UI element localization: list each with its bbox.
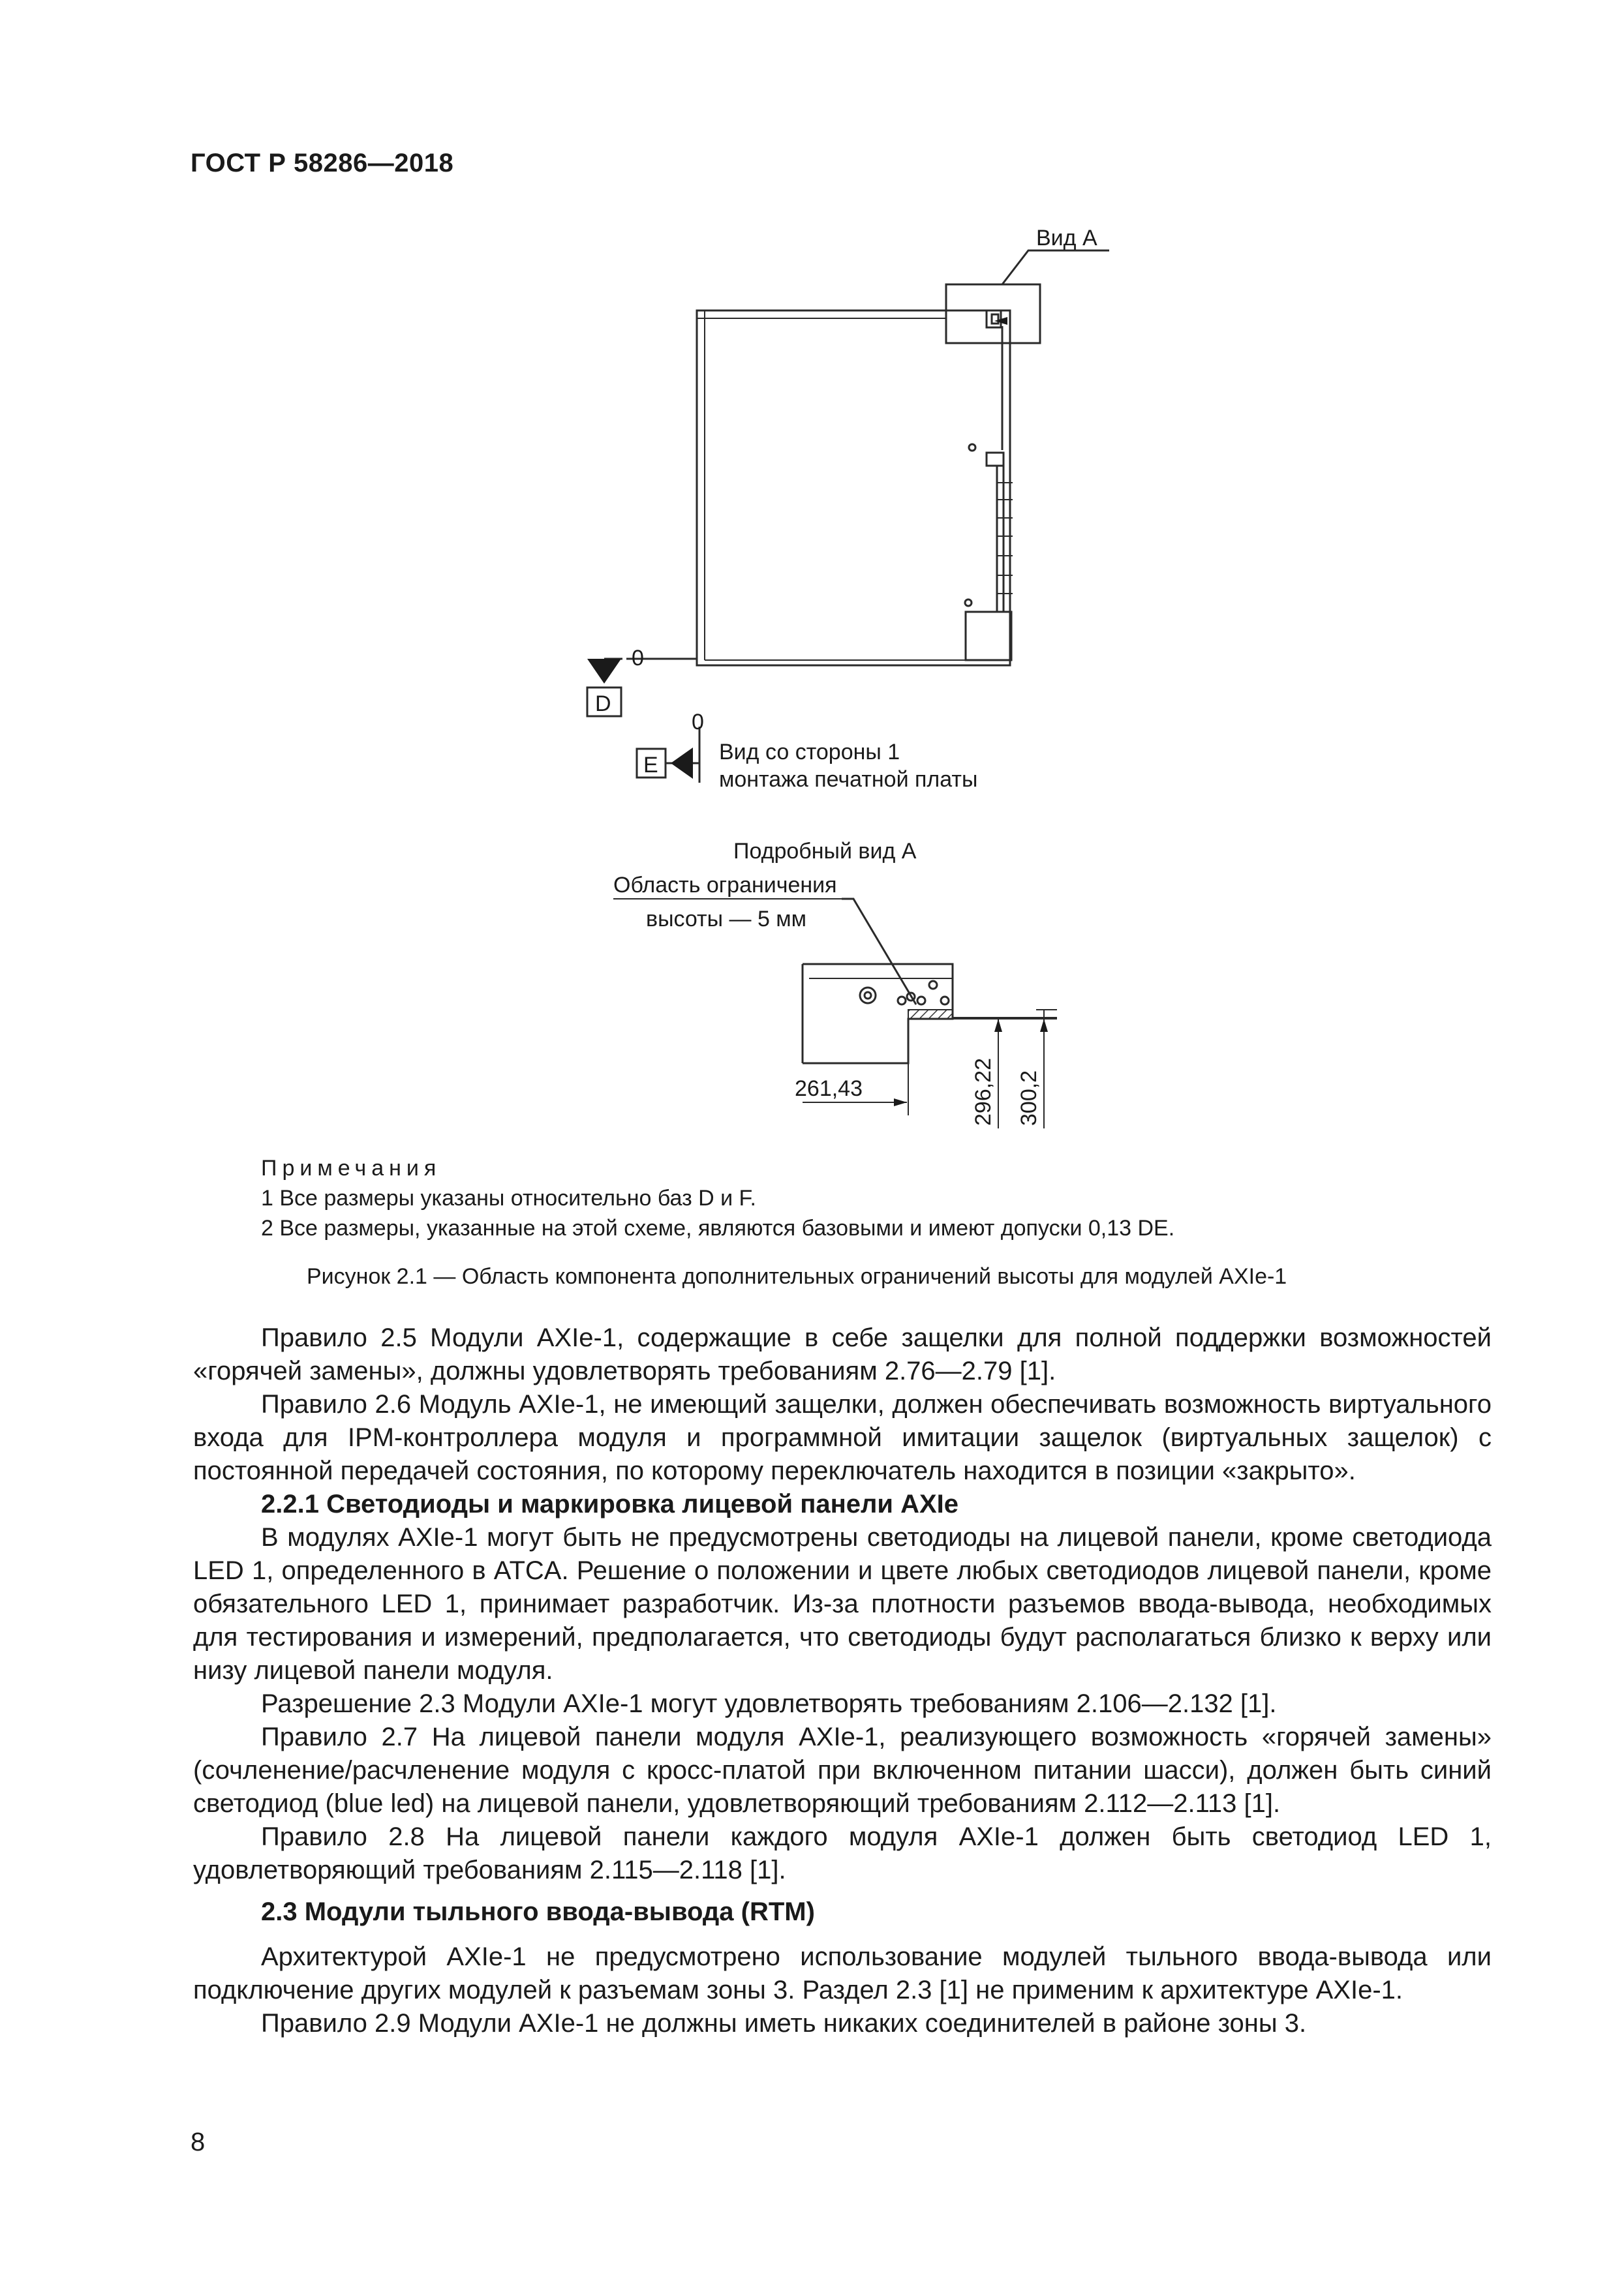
note-1: 1 Все размеры указаны относительно баз D и F. [261, 1186, 757, 1211]
document-code-header: ГОСТ Р 58286—2018 [191, 149, 454, 177]
figure-notes [261, 1153, 1174, 1243]
heading-2-2-1: 2.2.1 Светодиоды и маркировка лицевой панели AXIe [261, 1490, 959, 1518]
page-number: 8 [191, 2128, 206, 2156]
dim-horizontal: 261,43 [795, 1076, 863, 1101]
rule-2-6: Правило 2.6 Модуль AXIe-1, не имеющий защелки, должен обеспечивать возможность виртуального входа для IPM-контроллера модуля и программной имитации защелок (виртуальных защелок) с постоянной передачей состояния, по которому переключатель находится в позиции «закрыто». [193, 1390, 1492, 1485]
rule-2-9: Правило 2.9 Модули AXIe-1 не должны иметь никаких соединителей в районе зоны 3. [261, 2009, 1307, 2038]
zero-y-label: 0 [692, 710, 704, 734]
datum-d-label: D [595, 691, 611, 716]
heading-2-3: 2.3 Модули тыльного ввода-вывода (RTM) [261, 1897, 815, 1926]
note-2: 2 Все размеры, указанные на этой схеме, являются базовыми и имеют допуски 0,13 DE. [261, 1216, 1175, 1241]
detail-title: Подробный вид А [733, 839, 917, 864]
rule-2-7: Правило 2.7 На лицевой панели модуля AXIe-1, реализующего возможность «горячей замены» (сочленение/расчленение модуля с кросс-платой при включенном питании шасси), должен быть синий светодиод (blue led) на лицевой панели, удовлетворяющий требованиям 2.112—2.113 [1]. [193, 1723, 1492, 1818]
view-a-label: Вид А [1036, 226, 1097, 250]
side-view-line1: Вид со стороны 1 [719, 740, 900, 764]
dim-vertical-2: 300,2 [1017, 1070, 1041, 1126]
rtm-paragraph: Архитектурой AXIe-1 не предусмотрено использование модулей тыльного ввода-вывода или подключение других модулей к разъемам зоны 3. Раздел 2.3 [1] не применим к архитектуре AXIe-1. [193, 1942, 1492, 2004]
board-outline [697, 310, 1010, 665]
height-restriction-area [908, 1010, 953, 1019]
zero-x-label: 0 [632, 646, 644, 671]
dim-vertical-1: 296,22 [971, 1058, 996, 1126]
permission-2-3: Разрешение 2.3 Модули AXIe-1 могут удовлетворять требованиям 2.106—2.132 [1]. [261, 1689, 1277, 1718]
figure-caption: Рисунок 2.1 — Область компонента дополнительных ограничений высоты для модулей AXIe-1 [307, 1264, 1287, 1289]
section-2-3-text [193, 1896, 1492, 2040]
rule-2-8: Правило 2.8 На лицевой панели каждого модуля AXIe-1 должен быть светодиод LED 1, удовлетворяющий требованиям 2.115—2.118 [1]. [193, 1822, 1492, 1884]
rule-2-5: Правило 2.5 Модули AXIe-1, содержащие в себе защелки для полной поддержки возможностей «горячей замены», должны удовлетворять требованиям 2.76—2.79 [1]. [193, 1323, 1492, 1385]
datum-e-label: E [643, 753, 658, 778]
area-label-line2: высоты — 5 мм [646, 907, 807, 931]
notes-heading: Примечания [261, 1156, 442, 1181]
section-2-2-text [193, 1322, 1492, 1887]
side-view-line2: монтажа печатной платы [719, 767, 978, 792]
area-label-line1: Область ограничения [613, 873, 837, 898]
led-paragraph: В модулях AXIe-1 могут быть не предусмотрены светодиоды на лицевой панели, кроме светодиода LED 1, определенного в ATCA. Решение о положении и цвете любых светодиодов лицевой панели, кроме обязательного LED 1, принимает разработчик. Из-за плотности разъемов ввода-вывода, необходимых для тестирования и измерений, предполагается, что светодиоды будут располагаться близко к верху или низу лицевой панели модуля. [193, 1523, 1492, 1685]
